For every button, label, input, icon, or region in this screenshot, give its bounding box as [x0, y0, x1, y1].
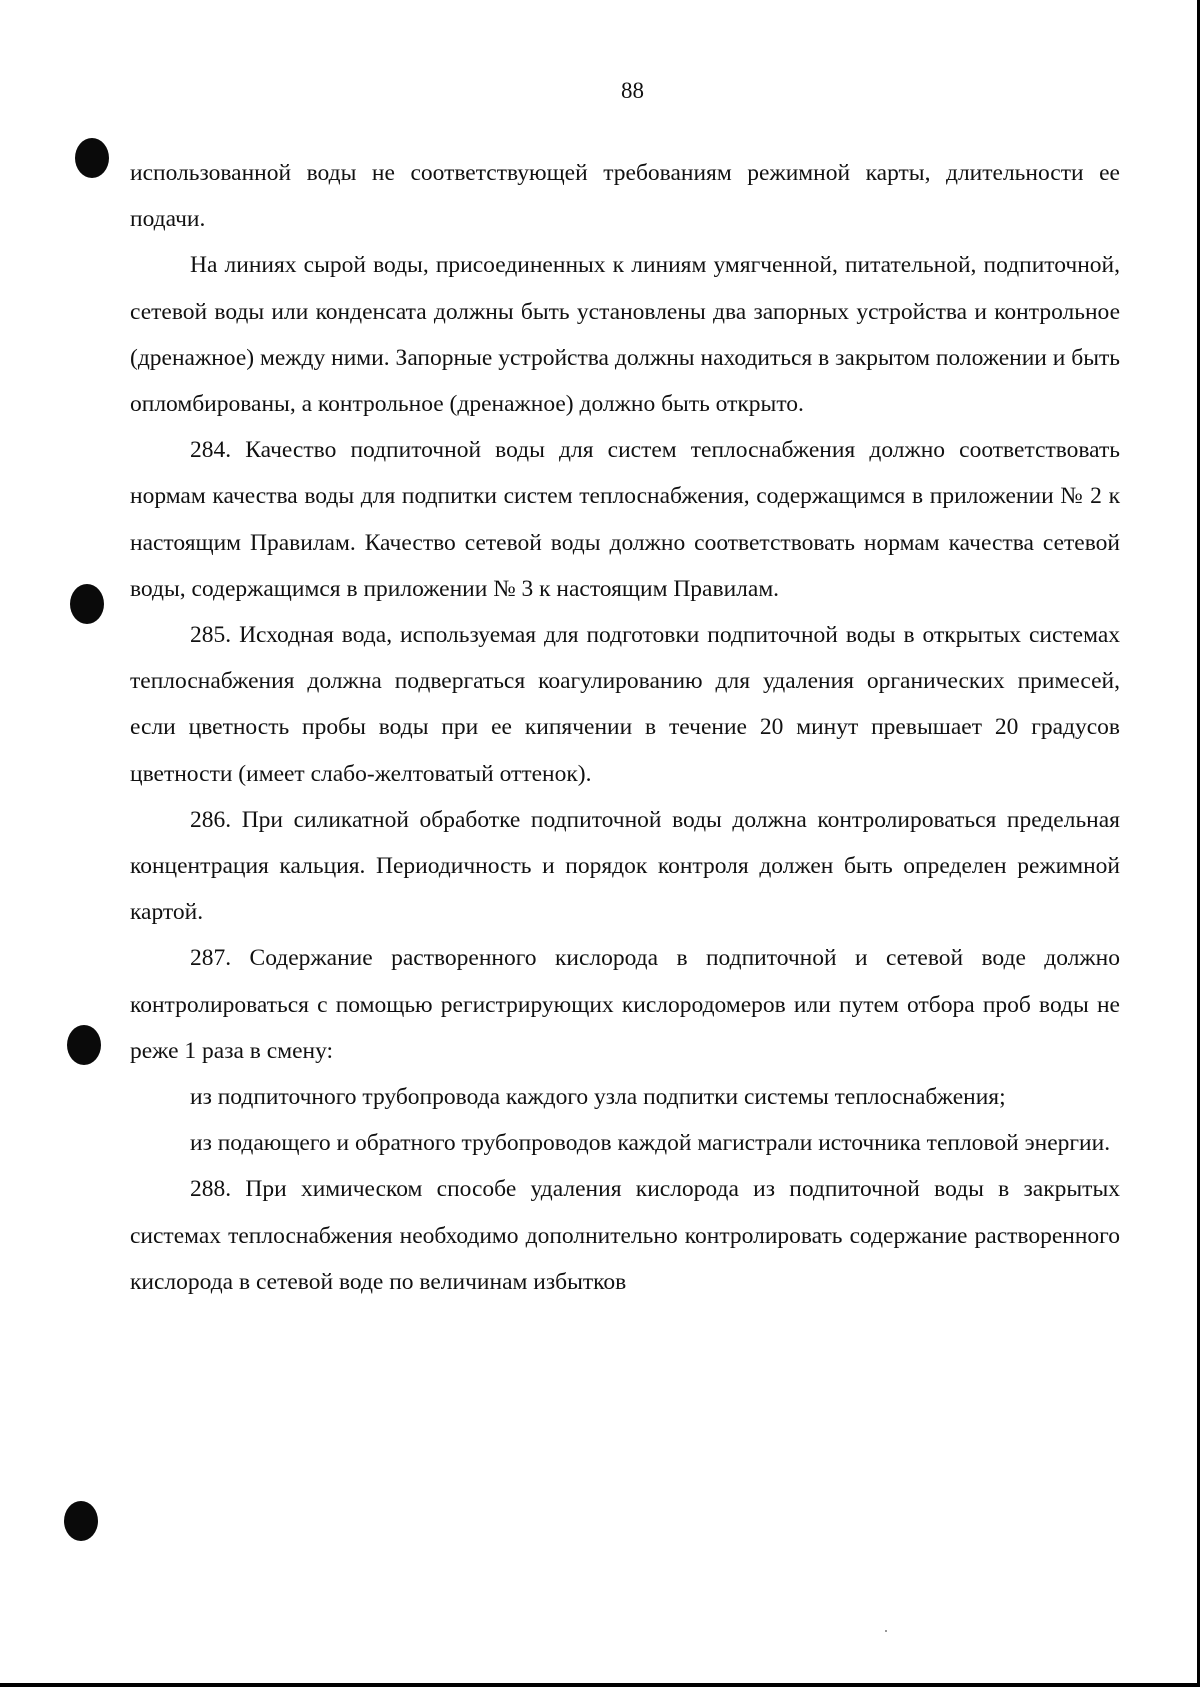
- page-number: 88: [621, 78, 644, 103]
- punch-hole-4: [64, 1501, 98, 1541]
- list-item: из подающего и обратного трубопроводов каждой магистрали источника тепловой энергии.: [190, 1130, 1111, 1157]
- scan-speck: [885, 1630, 887, 1632]
- scan-edge: [0, 1683, 1200, 1687]
- punch-hole-1: [75, 138, 109, 178]
- paragraph-286: 286. При силикатной обработке подпиточной воды должна контролироваться предельная концентрация кальция. Периодичность и порядок контроля должен быть определен режимной картой.: [130, 806, 1120, 926]
- paragraph-287: 287. Содержание растворенного кислорода в подпиточной и сетевой воде должно контролироваться с помощью регистрирующих кислородомеров или путем отбора проб воды не реже 1 раза в смену:: [130, 945, 1120, 1064]
- paragraph-284: 284. Качество подпиточной воды для систем теплоснабжения должно соответствовать нормам качества воды для подпитки систем теплоснабжения, содержащимся в приложении № 2 к настоящим Правилам. Качество сетевой воды должно соответствовать нормам качества сетевой воды, содержащимся в приложении № 3 к настоящим Правилам.: [130, 437, 1120, 602]
- punch-hole-2: [70, 584, 104, 624]
- paragraph: использованной воды не соответствующей требованиям режимной карты, длительности ее подачи.: [130, 160, 1120, 233]
- paragraph: На линиях сырой воды, присоединенных к линиям умягченной, питательной, подпиточной, сетевой воды или конденсата должны быть установлены два запорных устройства и контрольное (дренажное) между ними. Запорные устройства должны находиться в закрытом положении и быть опломбированы, а контрольное (дренажное) должно быть открыто.: [130, 252, 1120, 418]
- body-text: [130, 150, 1120, 1305]
- paragraph-285: 285. Исходная вода, используемая для подготовки подпиточной воды в открытых системах теплоснабжения должна подвергаться коагулированию для удаления органических примесей, если цветность пробы воды при ее кипячении в течение 20 минут превышает 20 градусов цветности (имеет слабо-желтоватый оттенок).: [130, 622, 1120, 787]
- list-item: из подпиточного трубопровода каждого узла подпитки системы теплоснабжения;: [190, 1084, 1006, 1111]
- paragraph-288: 288. При химическом способе удаления кислорода из подпиточной воды в закрытых системах теплоснабжения необходимо дополнительно контролировать содержание растворенного кислорода в сетевой воде по величинам избытков: [130, 1176, 1120, 1295]
- punch-hole-3: [67, 1025, 101, 1065]
